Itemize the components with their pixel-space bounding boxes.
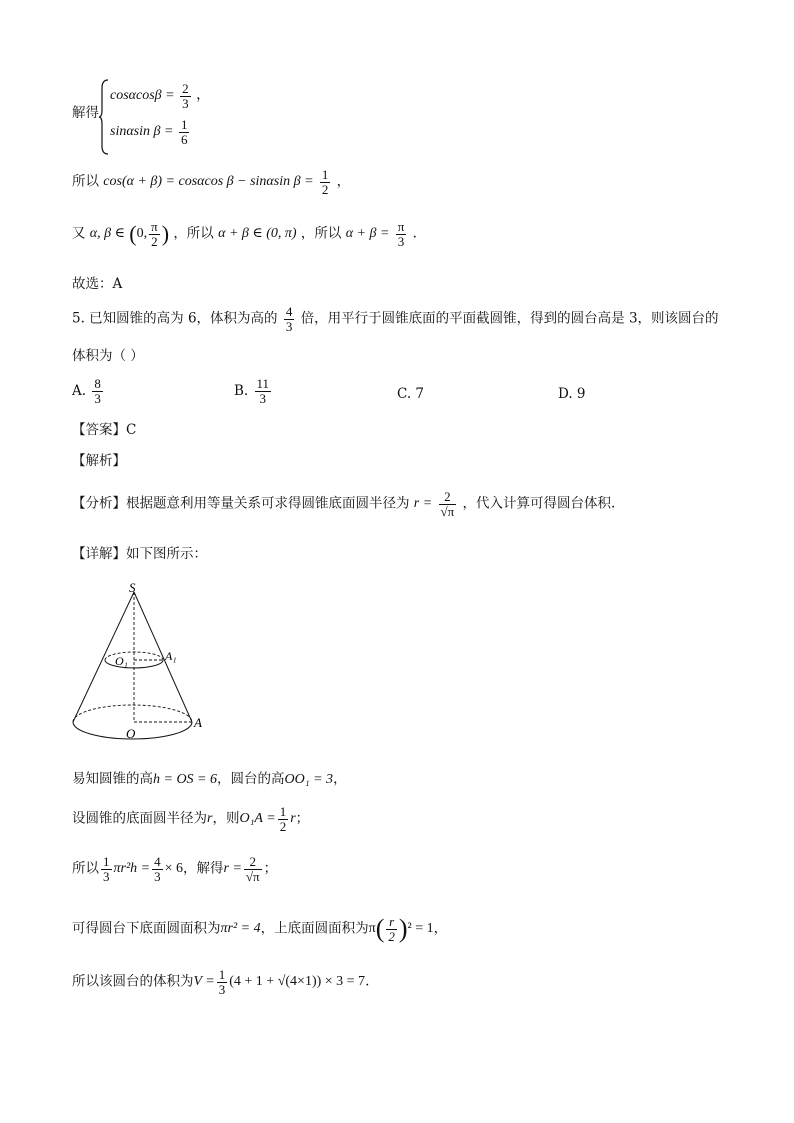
step5-d: . bbox=[365, 973, 370, 990]
fenxi-prefix: 【分析】根据题意利用等量关系可求得圆锥底面圆半径为 bbox=[72, 495, 410, 512]
step5-a: 所以该圆台的体积为 bbox=[72, 973, 194, 990]
step3-line bbox=[72, 855, 277, 883]
step2-fraction: $\frac{1}{2}$ bbox=[279, 804, 287, 834]
cone-figure bbox=[60, 580, 220, 750]
eq1-lhs: cosαcosβ = bbox=[110, 88, 175, 104]
range-fraction: $\frac{\pi}{3}$ bbox=[397, 219, 405, 249]
option-b-label: B. bbox=[234, 383, 249, 400]
detail-heading: 【详解】如下图所示： bbox=[72, 546, 207, 562]
range-mid: ，所以 bbox=[173, 225, 214, 242]
step4-paren-close: ) bbox=[398, 914, 408, 944]
previous-answer: 故选：A bbox=[72, 276, 123, 292]
step2-f: ； bbox=[295, 810, 310, 827]
step4-fraction: $\frac{r}{2}$ bbox=[388, 914, 395, 944]
step1-a: 易知圆锥的高 bbox=[72, 771, 153, 787]
range-interval: ( bbox=[129, 221, 137, 247]
step4-c: ，上底面圆面积为 bbox=[260, 920, 369, 937]
step1-line bbox=[72, 773, 347, 787]
question-line-1 bbox=[72, 305, 719, 333]
step4-paren-open: ( bbox=[375, 914, 385, 944]
eq1-comma: ， bbox=[196, 88, 211, 104]
question-text-a: 5. 已知圆锥的高为 6，体积为高的 bbox=[72, 310, 278, 327]
step2-line bbox=[72, 805, 309, 833]
range-var: α, β ∈ bbox=[89, 226, 125, 242]
step2-o1a: O₁A = bbox=[239, 811, 276, 827]
step4-a: 可得圆台下底面圆面积为 bbox=[72, 920, 221, 937]
step3-times: × 6 bbox=[164, 861, 184, 877]
step2-r: r bbox=[207, 811, 213, 827]
eq2-lhs: sinαsin β = bbox=[110, 124, 174, 140]
solve-lead: 解得 bbox=[72, 105, 99, 121]
step1-e: ， bbox=[333, 771, 347, 787]
range-period: . bbox=[412, 225, 417, 242]
step1-frustum-height: OO₁ = 3 bbox=[284, 772, 334, 787]
fenxi-r: r = bbox=[413, 496, 433, 512]
range-mid2: ，所以 bbox=[300, 225, 342, 242]
left-brace-icon bbox=[98, 78, 110, 156]
option-a-label: A. bbox=[72, 383, 87, 400]
fenxi-suffix: ，代入计算可得圆台体积. bbox=[462, 495, 616, 512]
step3-volume: πr²h = bbox=[113, 861, 151, 877]
question-fraction: $\frac{4}{3}$ bbox=[285, 304, 293, 334]
step4-lower-area: πr² = 4 bbox=[220, 921, 261, 937]
eq1-row bbox=[110, 82, 210, 110]
range-line bbox=[72, 220, 417, 248]
interval-left: 0, bbox=[136, 226, 148, 242]
question-line-2: 体积为（ ） bbox=[72, 348, 144, 364]
option-c[interactable]: C. 7 bbox=[397, 386, 425, 402]
range-expr3: α + β = bbox=[345, 226, 390, 242]
step3-a: 所以 bbox=[72, 860, 99, 877]
step1-height: h = OS = 6 bbox=[153, 772, 218, 787]
fenxi-line bbox=[72, 490, 615, 518]
eq2-row bbox=[110, 118, 191, 146]
question-text-b: 倍，用平行于圆锥底面的平面截圆锥，得到的圆台高是 3，则该圆台的 bbox=[300, 310, 719, 327]
step2-c: ，则 bbox=[212, 810, 240, 827]
label-A1: A₁ bbox=[165, 649, 177, 663]
step3-frac3: $\frac{2}{√\pi}$ bbox=[245, 854, 260, 884]
option-b-fraction: $\frac{11}{3}$ bbox=[256, 376, 270, 406]
analysis-tag: 【解析】 bbox=[72, 453, 126, 469]
eq1-fraction: $\frac{2}{3}$ bbox=[182, 81, 189, 111]
step5-fraction: $\frac{1}{3}$ bbox=[218, 967, 226, 997]
step3-d: ，解得 bbox=[183, 860, 224, 877]
option-a-fraction: $\frac{8}{3}$ bbox=[94, 376, 101, 406]
cos-fraction: $\frac{1}{2}$ bbox=[321, 167, 329, 197]
label-O1: O₁ bbox=[115, 654, 128, 668]
cos-line bbox=[72, 168, 350, 196]
step3-frac1: $\frac{1}{3}$ bbox=[103, 854, 110, 884]
step5-line bbox=[72, 968, 369, 996]
step3-frac2: $\frac{4}{3}$ bbox=[154, 854, 161, 884]
step4-upper-area: ² = 1 bbox=[407, 921, 434, 937]
option-b[interactable] bbox=[234, 377, 273, 405]
eq2-fraction: $\frac{1}{6}$ bbox=[180, 117, 188, 147]
step3-f: ； bbox=[263, 860, 278, 877]
interval-close: ) bbox=[161, 221, 170, 247]
step4-line bbox=[72, 915, 447, 943]
range-prefix: 又 bbox=[72, 225, 86, 242]
step4-pi: π bbox=[368, 921, 376, 937]
fenxi-fraction: $\frac{2}{√\pi}$ bbox=[440, 489, 455, 519]
cos-prefix: 所以 bbox=[72, 173, 99, 190]
step1-c: ，圆台的高 bbox=[217, 771, 285, 787]
range-expr2: α + β ∈ (0, π) bbox=[218, 226, 297, 242]
cos-comma: ， bbox=[336, 173, 351, 190]
answer-tag: 【答案】C bbox=[72, 422, 137, 438]
step2-a: 设圆锥的底面圆半径为 bbox=[72, 810, 207, 827]
option-d[interactable]: D. 9 bbox=[558, 386, 586, 402]
label-A: A bbox=[194, 715, 202, 730]
step3-r: r = bbox=[223, 861, 242, 877]
step2-r2: r bbox=[290, 811, 296, 827]
label-O: O bbox=[126, 726, 136, 741]
option-a[interactable] bbox=[72, 377, 105, 405]
step4-f: ， bbox=[433, 920, 448, 937]
interval-fraction: $\frac{\pi}{2}$ bbox=[151, 219, 158, 249]
cos-expr: cos(α + β) = cosαcos β − sinαsin β = bbox=[103, 174, 314, 190]
step5-v: V = bbox=[193, 974, 215, 990]
step5-expr: (4 + 1 + √(4×1)) × 3 = 7 bbox=[229, 974, 366, 990]
label-S: S bbox=[129, 580, 136, 595]
